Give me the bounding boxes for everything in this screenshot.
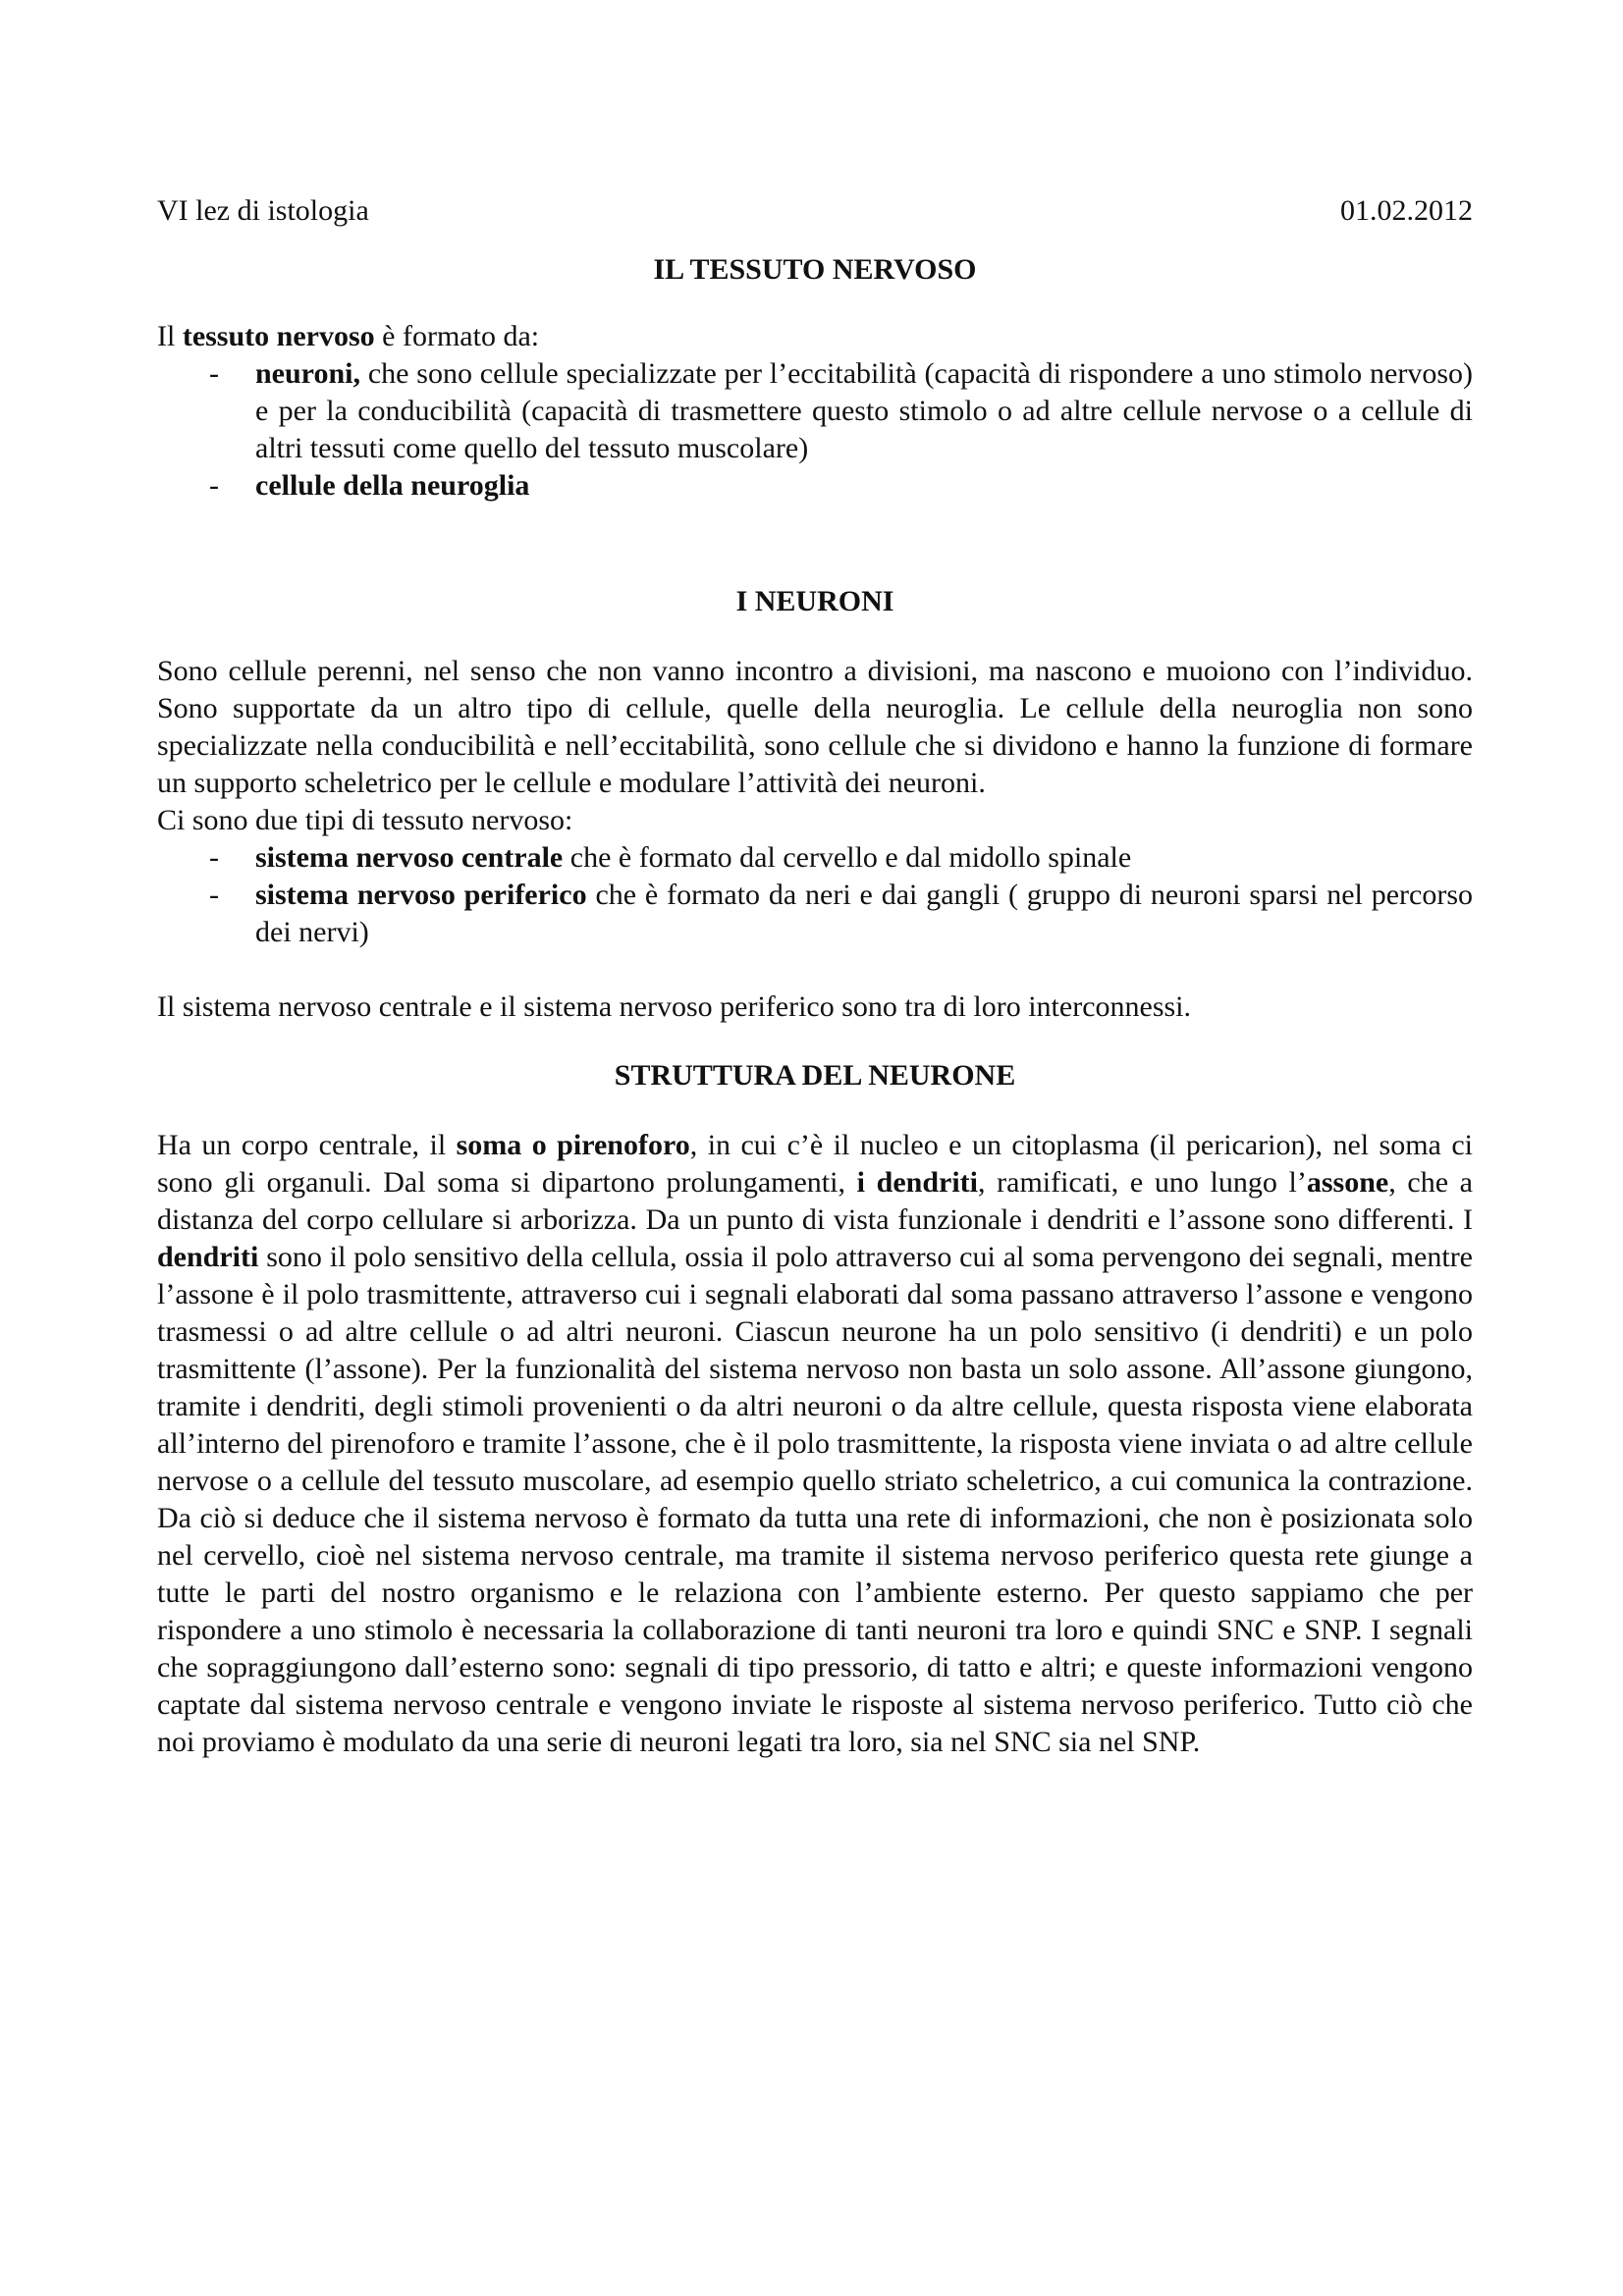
- intro-paragraph: [157, 318, 1473, 355]
- interconnection-paragraph: Il sistema nervoso centrale e il sistema nervoso periferico sono tra di loro interconnessi.: [157, 990, 1192, 1023]
- list-item-bold: cellule della neuroglia: [255, 469, 530, 502]
- list-dash: -: [209, 841, 219, 874]
- struttura-text: Ha un corpo centrale, il: [157, 1129, 457, 1161]
- intro-text-end: è formato da:: [374, 320, 540, 352]
- lecture-label: VI lez di istologia: [157, 194, 369, 227]
- list-dash: -: [209, 357, 219, 390]
- document-page: [157, 192, 1473, 1761]
- list-item-bold: sistema nervoso periferico: [255, 879, 587, 911]
- list-item: [157, 355, 1473, 467]
- section-heading-neuroni: I NEURONI: [735, 585, 894, 617]
- list-dash: -: [209, 469, 219, 502]
- struttura-bold-term: assone: [1306, 1166, 1389, 1199]
- intro-bold-term: tessuto nervoso: [182, 320, 375, 352]
- struttura-text: , che a distanza del corpo cellulare si arborizza. Da un punto di vista funzionale i dendriti e l’assone sono differenti. I: [157, 1166, 1473, 1236]
- struttura-bold-term: i dendriti: [856, 1166, 978, 1199]
- list-item-text: che è formato dal cervello e dal midollo spinale: [563, 841, 1132, 874]
- document-header: [157, 192, 1473, 230]
- struttura-bold-term: soma o pirenoforo: [456, 1129, 690, 1161]
- list-item-text: che sono cellule specializzate per l’eccitabilità (capacità di rispondere a uno stimolo nervoso) e per la conducibilità (capacità di trasmettere questo stimolo o ad altre cellule nervose o a cellule di altri tessuti come quello del tessuto muscolare): [255, 357, 1473, 464]
- lecture-date: 01.02.2012: [1340, 194, 1473, 227]
- neuroni-paragraph: Sono cellule perenni, nel senso che non vanno incontro a divisioni, ma nascono e muoiono con l’individuo. Sono supportate da un altro tipo di cellule, quelle della neuroglia. Le cellule della neuroglia non sono specializzate nella conducibilità e nell’eccitabilità, sono cellule che si dividono e hanno la funzione di formare un supporto scheletrico per le cellule e modulare l’attività dei neuroni.: [157, 655, 1473, 799]
- document-title: IL TESSUTO NERVOSO: [653, 253, 977, 286]
- struttura-paragraph: [157, 1127, 1473, 1761]
- section-heading-struttura: STRUTTURA DEL NEURONE: [614, 1059, 1016, 1092]
- struttura-text: , ramificati, e uno lungo l’: [977, 1166, 1307, 1199]
- list-item-bold: sistema nervoso centrale: [255, 841, 564, 874]
- tissue-types-intro: Ci sono due tipi di tessuto nervoso:: [157, 804, 573, 836]
- struttura-bold-term: dendriti: [157, 1241, 259, 1273]
- struttura-text: , in cui c’è il nucleo e un citoplasma (il pericarion), nel soma ci sono gli organuli. Dal soma si dipartono prolungamenti,: [157, 1129, 1473, 1199]
- list-item-bold: neuroni,: [255, 357, 360, 390]
- list-dash: -: [209, 879, 219, 911]
- list-item: [157, 877, 1473, 951]
- tissue-types-list: [157, 839, 1473, 951]
- list-item: [157, 467, 1473, 505]
- list-item: [157, 839, 1473, 877]
- list-item-text: che è formato da neri e dai gangli ( gruppo di neuroni sparsi nel percorso dei nervi): [255, 879, 1473, 948]
- intro-text-start: Il: [157, 320, 183, 352]
- intro-list: [157, 355, 1473, 505]
- struttura-text: sono il polo sensitivo della cellula, ossia il polo attraverso cui al soma pervengono dei segnali, mentre l’assone è il polo trasmittente, attraverso cui i segnali elaborati dal soma passano attraverso l’assone e vengono trasmessi o ad altre cellule o ad altri neuroni. Ciascun neurone ha un polo sensitivo (i dendriti) e un polo trasmittente (l’assone). Per la funzionalità del sistema nervoso non basta un solo assone. All’assone giungono, tramite i dendriti, degli stimoli provenienti o da altri neuroni o da altre cellule, questa risposta viene elaborata all’interno del pirenoforo e tramite l’assone, che è il polo trasmittente, la risposta viene inviata o ad altre cellule nervose o a cellule del tessuto muscolare, ad esempio quello striato scheletrico, a cui comunica la contrazione. Da ciò si deduce che il sistema nervoso è formato da tutta una rete di informazioni, che non è posizionata solo nel cervello, cioè nel sistema nervoso centrale, ma tramite il sistema nervoso periferico questa rete giunge a tutte le parti del nostro organismo e le relaziona con l’ambiente esterno. Per questo sappiamo che per rispondere a uno stimolo è necessaria la collaborazione di tanti neuroni tra loro e quindi SNC e SNP. I segnali che sopraggiungono dall’esterno sono: segnali di tipo pressorio, di tatto e altri; e queste informazioni vengono captate dal sistema nervoso centrale e vengono inviate le risposte al sistema nervoso periferico. Tutto ciò che noi proviamo è modulato da una serie di neuroni legati tra loro, sia nel SNC sia nel SNP.: [157, 1241, 1473, 1758]
